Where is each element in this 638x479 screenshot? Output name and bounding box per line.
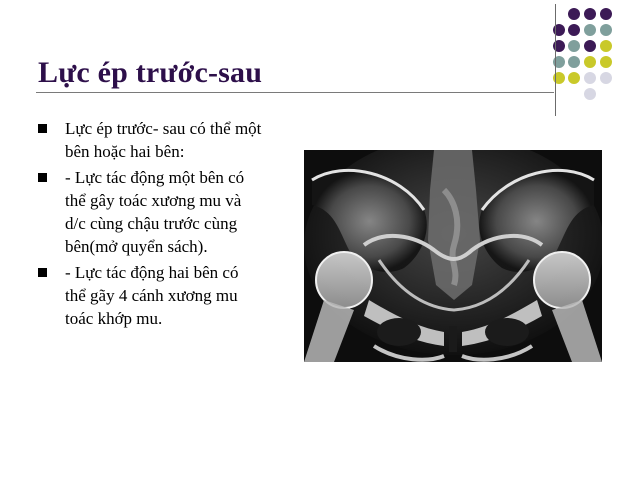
bullet-item xyxy=(36,117,336,163)
dot xyxy=(600,40,612,52)
bullet-text xyxy=(65,261,336,330)
title-rule xyxy=(36,92,554,93)
bullet-text xyxy=(65,117,336,163)
dot xyxy=(584,24,596,36)
bullet-line: thể gây toác xương mu và xyxy=(65,191,242,210)
bullet-list xyxy=(36,117,336,333)
bullet-square-icon xyxy=(38,124,47,133)
bullet-line: - Lực tác động một bên có xyxy=(65,168,245,187)
slide-title: Lực ép trước-sau xyxy=(38,56,263,89)
dot xyxy=(584,8,596,20)
bullet-line: toác khớp mu. xyxy=(65,309,163,328)
dot xyxy=(568,72,580,84)
dot xyxy=(568,24,580,36)
bullet-line: d/c cùng chậu trước cùng xyxy=(65,214,238,233)
bullet-line: Lực ép trước- sau có thể một xyxy=(65,119,262,138)
pelvis-xray-image xyxy=(304,150,602,362)
bullet-square-icon xyxy=(38,173,47,182)
dot xyxy=(600,72,612,84)
dot xyxy=(568,8,580,20)
bullet-line: bên hoặc hai bên: xyxy=(65,142,185,161)
bullet-item xyxy=(36,166,336,258)
bullet-line: - Lực tác động hai bên có xyxy=(65,263,239,282)
dot xyxy=(584,40,596,52)
dot xyxy=(568,56,580,68)
dot xyxy=(584,72,596,84)
bullet-line: thể gãy 4 cánh xương mu xyxy=(65,286,238,305)
vertical-divider xyxy=(555,4,556,116)
decorative-dot-grid xyxy=(553,8,633,108)
dot xyxy=(568,40,580,52)
dot xyxy=(584,56,596,68)
dot xyxy=(600,56,612,68)
bullet-item xyxy=(36,261,336,330)
dot xyxy=(600,8,612,20)
bullet-line: bên(mở quyển sách). xyxy=(65,237,208,256)
bullet-text xyxy=(65,166,336,258)
dot xyxy=(600,24,612,36)
dot xyxy=(584,88,596,100)
bullet-square-icon xyxy=(38,268,47,277)
